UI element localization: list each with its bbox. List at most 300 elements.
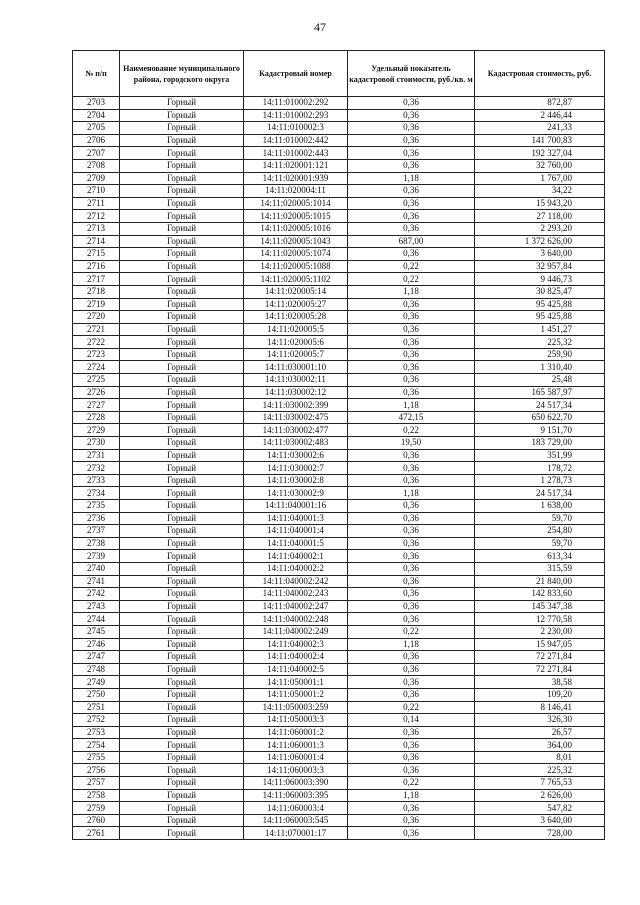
cadastral-value-cell: 8,01	[475, 751, 605, 764]
cadastral-value-cell: 141 700,83	[475, 134, 605, 147]
specific-indicator-cell: 0,36	[348, 386, 475, 399]
table-row	[73, 676, 605, 689]
specific-indicator-cell: 0,36	[348, 814, 475, 827]
cadastral-value-cell: 24 517,34	[475, 399, 605, 412]
specific-indicator-cell: 0,14	[348, 714, 475, 727]
cadastral-number-cell: 14:11:030002:11	[244, 374, 348, 387]
district-cell: Горный	[120, 399, 244, 412]
cadastral-value-cell: 95 425,88	[475, 298, 605, 311]
cadastral-value-cell: 1 767,00	[475, 172, 605, 185]
row-number-cell: 2711	[73, 197, 120, 210]
table-row	[73, 777, 605, 790]
district-cell: Горный	[120, 789, 244, 802]
cadastral-number-cell: 14:11:060001:2	[244, 726, 348, 739]
table-row	[73, 97, 605, 110]
cadastral-value-cell: 1 372 626,00	[475, 235, 605, 248]
row-number-cell: 2744	[73, 613, 120, 626]
row-number-cell: 2754	[73, 739, 120, 752]
table-row	[73, 122, 605, 135]
table-row	[73, 361, 605, 374]
cadastral-value-cell: 650 622,70	[475, 411, 605, 424]
row-number-cell: 2719	[73, 298, 120, 311]
row-number-cell: 2756	[73, 764, 120, 777]
specific-indicator-cell: 0,36	[348, 663, 475, 676]
specific-indicator-cell: 0,36	[348, 122, 475, 135]
table-row	[73, 814, 605, 827]
specific-indicator-cell: 0,36	[348, 134, 475, 147]
cadastral-value-cell: 192 327,04	[475, 147, 605, 160]
row-number-cell: 2729	[73, 424, 120, 437]
table-row	[73, 437, 605, 450]
table-row	[73, 386, 605, 399]
row-number-cell: 2740	[73, 562, 120, 575]
row-number-cell: 2736	[73, 512, 120, 525]
row-number-cell: 2745	[73, 625, 120, 638]
table-row	[73, 600, 605, 613]
table-row	[73, 739, 605, 752]
specific-indicator-cell: 0,22	[348, 424, 475, 437]
district-cell: Горный	[120, 638, 244, 651]
row-number-cell: 2705	[73, 122, 120, 135]
row-number-cell: 2723	[73, 348, 120, 361]
district-cell: Горный	[120, 625, 244, 638]
row-number-cell: 2739	[73, 550, 120, 563]
table-row	[73, 802, 605, 815]
cadastral-number-cell: 14:11:040001:3	[244, 512, 348, 525]
row-number-cell: 2721	[73, 323, 120, 336]
specific-indicator-cell: 0,36	[348, 449, 475, 462]
district-cell: Горный	[120, 159, 244, 172]
cadastral-number-cell: 14:11:060003:3	[244, 764, 348, 777]
cadastral-value-cell: 145 347,38	[475, 600, 605, 613]
specific-indicator-cell: 1,18	[348, 789, 475, 802]
district-cell: Горный	[120, 562, 244, 575]
cadastral-number-cell: 14:11:060001:4	[244, 751, 348, 764]
cadastral-value-cell: 178,72	[475, 462, 605, 475]
row-number-cell: 2752	[73, 714, 120, 727]
specific-indicator-cell: 0,36	[348, 500, 475, 513]
district-cell: Горный	[120, 550, 244, 563]
table-row	[73, 159, 605, 172]
cadastral-value-cell: 7 765,53	[475, 777, 605, 790]
row-number-cell: 2748	[73, 663, 120, 676]
specific-indicator-cell: 0,36	[348, 827, 475, 840]
cadastral-value-cell: 315,59	[475, 562, 605, 575]
row-number-cell: 2757	[73, 777, 120, 790]
row-number-cell: 2747	[73, 651, 120, 664]
district-cell: Горный	[120, 235, 244, 248]
cadastral-number-cell: 14:11:010002:292	[244, 97, 348, 110]
table-row	[73, 550, 605, 563]
cadastral-number-cell: 14:11:040001:4	[244, 525, 348, 538]
specific-indicator-cell: 0,36	[348, 588, 475, 601]
table-row	[73, 147, 605, 160]
specific-indicator-cell: 1,18	[348, 399, 475, 412]
cadastral-number-cell: 14:11:010002:442	[244, 134, 348, 147]
cadastral-value-cell: 3 640,00	[475, 248, 605, 261]
district-cell: Горный	[120, 273, 244, 286]
cadastral-value-cell: 9 151,70	[475, 424, 605, 437]
table-row	[73, 185, 605, 198]
table-row	[73, 701, 605, 714]
table-row	[73, 764, 605, 777]
row-number-cell: 2728	[73, 411, 120, 424]
header-cadastral-value: Кадастровая стоимость, руб.	[475, 51, 605, 97]
cadastral-number-cell: 14:11:060003:395	[244, 789, 348, 802]
specific-indicator-cell: 0,36	[348, 210, 475, 223]
row-number-cell: 2704	[73, 109, 120, 122]
specific-indicator-cell: 0,36	[348, 550, 475, 563]
row-number-cell: 2726	[73, 386, 120, 399]
row-number-cell: 2725	[73, 374, 120, 387]
table-row	[73, 235, 605, 248]
cadastral-number-cell: 14:11:030002:9	[244, 487, 348, 500]
specific-indicator-cell: 0,36	[348, 361, 475, 374]
cadastral-number-cell: 14:11:020004:11	[244, 185, 348, 198]
table-row	[73, 323, 605, 336]
cadastral-number-cell: 14:11:020005:7	[244, 348, 348, 361]
table-row	[73, 399, 605, 412]
specific-indicator-cell: 0,36	[348, 764, 475, 777]
cadastral-number-cell: 14:11:040001:5	[244, 537, 348, 550]
district-cell: Горный	[120, 651, 244, 664]
row-number-cell: 2737	[73, 525, 120, 538]
cadastral-number-cell: 14:11:010002:293	[244, 109, 348, 122]
district-cell: Горный	[120, 109, 244, 122]
cadastral-value-cell: 183 729,00	[475, 437, 605, 450]
cadastral-number-cell: 14:11:030001:10	[244, 361, 348, 374]
cadastral-number-cell: 14:11:060003:4	[244, 802, 348, 815]
table-row	[73, 688, 605, 701]
table-row	[73, 726, 605, 739]
specific-indicator-cell: 0,36	[348, 726, 475, 739]
cadastral-value-cell: 142 833,60	[475, 588, 605, 601]
table-row	[73, 487, 605, 500]
cadastral-number-cell: 14:11:030002:483	[244, 437, 348, 450]
district-cell: Горный	[120, 172, 244, 185]
district-cell: Горный	[120, 122, 244, 135]
cadastral-number-cell: 14:11:040002:1	[244, 550, 348, 563]
table-row	[73, 625, 605, 638]
cadastral-number-cell: 14:11:010002:3	[244, 122, 348, 135]
cadastral-number-cell: 14:11:020005:1014	[244, 197, 348, 210]
table-row	[73, 374, 605, 387]
district-cell: Горный	[120, 185, 244, 198]
table-row	[73, 537, 605, 550]
cadastral-number-cell: 14:11:020005:1102	[244, 273, 348, 286]
specific-indicator-cell: 0,36	[348, 109, 475, 122]
row-number-cell: 2751	[73, 701, 120, 714]
cadastral-value-cell: 21 840,00	[475, 575, 605, 588]
district-cell: Горный	[120, 474, 244, 487]
cadastral-number-cell: 14:11:030002:399	[244, 399, 348, 412]
district-cell: Горный	[120, 311, 244, 324]
cadastral-value-cell: 12 770,58	[475, 613, 605, 626]
row-number-cell: 2742	[73, 588, 120, 601]
table-row	[73, 613, 605, 626]
cadastral-number-cell: 14:11:060003:390	[244, 777, 348, 790]
table-row	[73, 525, 605, 538]
district-cell: Горный	[120, 802, 244, 815]
cadastral-value-cell: 225,32	[475, 336, 605, 349]
row-number-cell: 2708	[73, 159, 120, 172]
district-cell: Горный	[120, 751, 244, 764]
table-row	[73, 714, 605, 727]
table-row	[73, 512, 605, 525]
cadastral-number-cell: 14:11:040001:16	[244, 500, 348, 513]
table-row	[73, 134, 605, 147]
cadastral-number-cell: 14:11:060003:545	[244, 814, 348, 827]
cadastral-number-cell: 14:11:040002:247	[244, 600, 348, 613]
cadastral-number-cell: 14:11:030002:6	[244, 449, 348, 462]
table-row	[73, 260, 605, 273]
row-number-cell: 2749	[73, 676, 120, 689]
district-cell: Горный	[120, 588, 244, 601]
district-cell: Горный	[120, 248, 244, 261]
district-cell: Горный	[120, 298, 244, 311]
row-number-cell: 2717	[73, 273, 120, 286]
row-number-cell: 2714	[73, 235, 120, 248]
cadastral-value-cell: 27 118,00	[475, 210, 605, 223]
specific-indicator-cell: 0,36	[348, 311, 475, 324]
district-cell: Горный	[120, 575, 244, 588]
cadastral-value-cell: 9 446,73	[475, 273, 605, 286]
district-cell: Горный	[120, 714, 244, 727]
table-row	[73, 449, 605, 462]
specific-indicator-cell: 0,36	[348, 575, 475, 588]
specific-indicator-cell: 1,18	[348, 172, 475, 185]
cadastral-number-cell: 14:11:040002:243	[244, 588, 348, 601]
row-number-cell: 2730	[73, 437, 120, 450]
specific-indicator-cell: 0,22	[348, 701, 475, 714]
district-cell: Горный	[120, 97, 244, 110]
row-number-cell: 2741	[73, 575, 120, 588]
specific-indicator-cell: 0,36	[348, 739, 475, 752]
cadastral-number-cell: 14:11:040002:248	[244, 613, 348, 626]
row-number-cell: 2738	[73, 537, 120, 550]
table-row	[73, 562, 605, 575]
row-number-cell: 2706	[73, 134, 120, 147]
specific-indicator-cell: 0,36	[348, 323, 475, 336]
cadastral-number-cell: 14:11:040002:249	[244, 625, 348, 638]
cadastral-number-cell: 14:11:030002:475	[244, 411, 348, 424]
table-body	[73, 97, 605, 840]
table-row	[73, 588, 605, 601]
table-row	[73, 210, 605, 223]
specific-indicator-cell: 0,36	[348, 525, 475, 538]
district-cell: Горный	[120, 676, 244, 689]
table-row	[73, 663, 605, 676]
specific-indicator-cell: 0,36	[348, 197, 475, 210]
table-row	[73, 109, 605, 122]
cadastral-value-cell: 1 278,73	[475, 474, 605, 487]
cadastral-table	[72, 50, 605, 840]
cadastral-number-cell: 14:11:050001:1	[244, 676, 348, 689]
row-number-cell: 2753	[73, 726, 120, 739]
cadastral-number-cell: 14:11:020005:14	[244, 285, 348, 298]
district-cell: Горный	[120, 827, 244, 840]
cadastral-number-cell: 14:11:020005:28	[244, 311, 348, 324]
row-number-cell: 2761	[73, 827, 120, 840]
cadastral-number-cell: 14:11:040002:5	[244, 663, 348, 676]
cadastral-number-cell: 14:11:020005:1074	[244, 248, 348, 261]
cadastral-value-cell: 95 425,88	[475, 311, 605, 324]
specific-indicator-cell: 0,36	[348, 651, 475, 664]
cadastral-value-cell: 30 825,47	[475, 285, 605, 298]
row-number-cell: 2709	[73, 172, 120, 185]
district-cell: Горный	[120, 512, 244, 525]
district-cell: Горный	[120, 525, 244, 538]
row-number-cell: 2715	[73, 248, 120, 261]
table-row	[73, 474, 605, 487]
district-cell: Горный	[120, 688, 244, 701]
district-cell: Горный	[120, 386, 244, 399]
cadastral-value-cell: 2 446,44	[475, 109, 605, 122]
row-number-cell: 2716	[73, 260, 120, 273]
row-number-cell: 2743	[73, 600, 120, 613]
specific-indicator-cell: 0,36	[348, 474, 475, 487]
cadastral-value-cell: 728,00	[475, 827, 605, 840]
district-cell: Горный	[120, 222, 244, 235]
cadastral-value-cell: 24 517,34	[475, 487, 605, 500]
specific-indicator-cell: 0,36	[348, 676, 475, 689]
cadastral-value-cell: 547,82	[475, 802, 605, 815]
specific-indicator-cell: 0,36	[348, 222, 475, 235]
header-num: № п/п	[73, 51, 120, 97]
cadastral-number-cell: 14:11:050003:259	[244, 701, 348, 714]
cadastral-value-cell: 3 640,00	[475, 814, 605, 827]
table-row	[73, 172, 605, 185]
specific-indicator-cell: 0,36	[348, 512, 475, 525]
district-cell: Горный	[120, 374, 244, 387]
table-row	[73, 197, 605, 210]
specific-indicator-cell: 0,22	[348, 273, 475, 286]
cadastral-value-cell: 25,48	[475, 374, 605, 387]
specific-indicator-cell: 1,18	[348, 487, 475, 500]
cadastral-number-cell: 14:11:040002:4	[244, 651, 348, 664]
cadastral-value-cell: 59,70	[475, 512, 605, 525]
cadastral-value-cell: 254,80	[475, 525, 605, 538]
cadastral-value-cell: 351,99	[475, 449, 605, 462]
table-row	[73, 336, 605, 349]
district-cell: Горный	[120, 600, 244, 613]
cadastral-number-cell: 14:11:070001:17	[244, 827, 348, 840]
table-row	[73, 500, 605, 513]
district-cell: Горный	[120, 285, 244, 298]
cadastral-value-cell: 32 957,84	[475, 260, 605, 273]
district-cell: Горный	[120, 777, 244, 790]
district-cell: Горный	[120, 701, 244, 714]
cadastral-value-cell: 364,00	[475, 739, 605, 752]
specific-indicator-cell: 0,36	[348, 600, 475, 613]
cadastral-value-cell: 1 310,40	[475, 361, 605, 374]
row-number-cell: 2759	[73, 802, 120, 815]
district-cell: Горный	[120, 336, 244, 349]
cadastral-number-cell: 14:11:020001:121	[244, 159, 348, 172]
district-cell: Горный	[120, 437, 244, 450]
specific-indicator-cell: 0,36	[348, 802, 475, 815]
table-row	[73, 424, 605, 437]
row-number-cell: 2727	[73, 399, 120, 412]
cadastral-number-cell: 14:11:040002:3	[244, 638, 348, 651]
row-number-cell: 2735	[73, 500, 120, 513]
table-row	[73, 273, 605, 286]
specific-indicator-cell: 0,36	[348, 185, 475, 198]
row-number-cell: 2734	[73, 487, 120, 500]
district-cell: Горный	[120, 323, 244, 336]
cadastral-value-cell: 1 638,00	[475, 500, 605, 513]
cadastral-value-cell: 34,22	[475, 185, 605, 198]
cadastral-number-cell: 14:11:020005:1016	[244, 222, 348, 235]
specific-indicator-cell: 1,18	[348, 638, 475, 651]
cadastral-value-cell: 72 271,84	[475, 651, 605, 664]
cadastral-value-cell: 613,34	[475, 550, 605, 563]
specific-indicator-cell: 0,36	[348, 147, 475, 160]
cadastral-number-cell: 14:11:050003:3	[244, 714, 348, 727]
cadastral-value-cell: 872,87	[475, 97, 605, 110]
district-cell: Горный	[120, 537, 244, 550]
row-number-cell: 2724	[73, 361, 120, 374]
specific-indicator-cell: 0,36	[348, 336, 475, 349]
table-row	[73, 348, 605, 361]
cadastral-value-cell: 225,32	[475, 764, 605, 777]
cadastral-value-cell: 241,33	[475, 122, 605, 135]
district-cell: Горный	[120, 424, 244, 437]
table-row	[73, 248, 605, 261]
table-row	[73, 311, 605, 324]
table-row	[73, 751, 605, 764]
table-row	[73, 789, 605, 802]
specific-indicator-cell: 0,22	[348, 260, 475, 273]
district-cell: Горный	[120, 411, 244, 424]
cadastral-number-cell: 14:11:020001:939	[244, 172, 348, 185]
cadastral-value-cell: 15 943,20	[475, 197, 605, 210]
row-number-cell: 2718	[73, 285, 120, 298]
cadastral-value-cell: 2 626,00	[475, 789, 605, 802]
row-number-cell: 2760	[73, 814, 120, 827]
row-number-cell: 2758	[73, 789, 120, 802]
cadastral-number-cell: 14:11:030002:7	[244, 462, 348, 475]
cadastral-value-cell: 2 293,20	[475, 222, 605, 235]
cadastral-number-cell: 14:11:030002:477	[244, 424, 348, 437]
row-number-cell: 2722	[73, 336, 120, 349]
district-cell: Горный	[120, 361, 244, 374]
header-specific-indicator: Удельный показатель кадастровой стоимости, руб./кв. м	[348, 51, 475, 97]
district-cell: Горный	[120, 814, 244, 827]
cadastral-number-cell: 14:11:020005:1088	[244, 260, 348, 273]
district-cell: Горный	[120, 613, 244, 626]
cadastral-value-cell: 2 230,00	[475, 625, 605, 638]
table-row	[73, 411, 605, 424]
cadastral-value-cell: 38,58	[475, 676, 605, 689]
district-cell: Горный	[120, 500, 244, 513]
page-number: 47	[314, 20, 326, 34]
district-cell: Горный	[120, 147, 244, 160]
row-number-cell: 2713	[73, 222, 120, 235]
specific-indicator-cell: 1,18	[348, 285, 475, 298]
specific-indicator-cell: 0,36	[348, 751, 475, 764]
district-cell: Горный	[120, 487, 244, 500]
row-number-cell: 2731	[73, 449, 120, 462]
cadastral-value-cell: 259,90	[475, 348, 605, 361]
specific-indicator-cell: 0,36	[348, 613, 475, 626]
specific-indicator-cell: 0,36	[348, 298, 475, 311]
cadastral-number-cell: 14:11:010002:443	[244, 147, 348, 160]
table-row	[73, 298, 605, 311]
cadastral-number-cell: 14:11:060001:3	[244, 739, 348, 752]
row-number-cell: 2733	[73, 474, 120, 487]
district-cell: Горный	[120, 663, 244, 676]
